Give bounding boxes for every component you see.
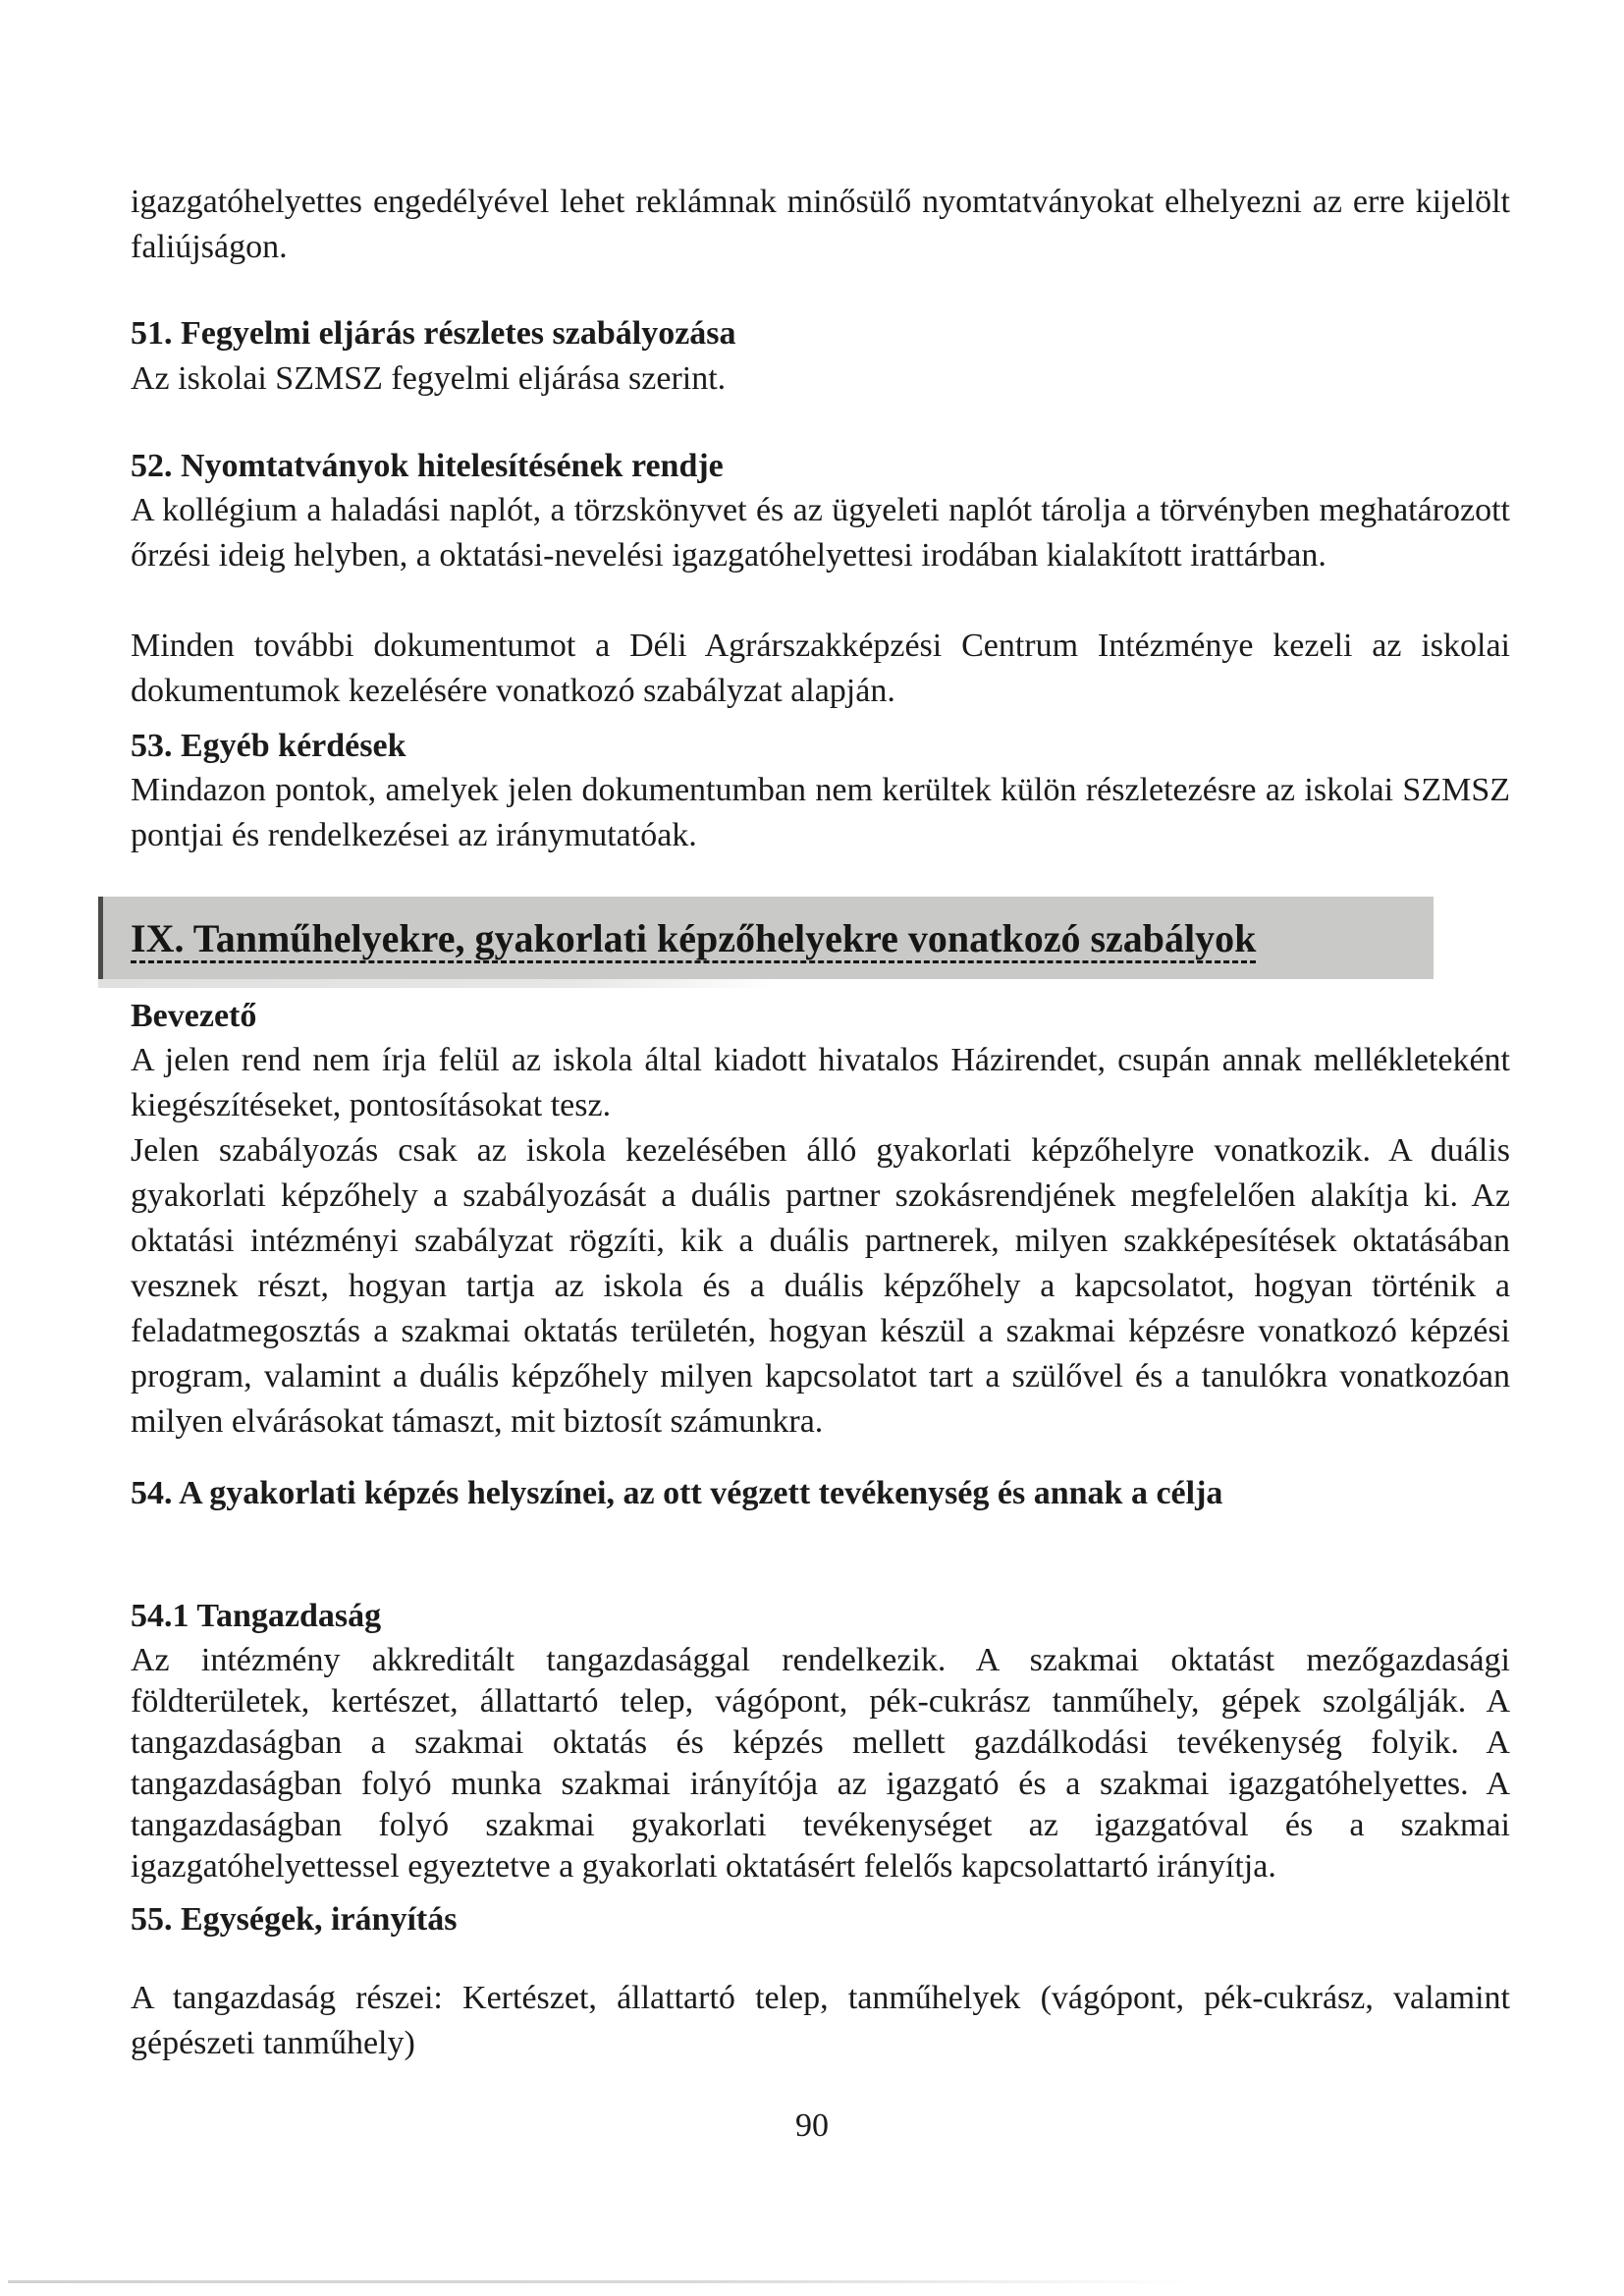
heading-section-51: 51. Fegyelmi eljárás részletes szabályozása [131, 315, 736, 352]
paragraph-bevezeto-1: A jelen rend nem írja felül az iskola által kiadott hivatalos Házirendet, csupán annak mellékleteként kiegészítéseket, pontosításokat tesz. [131, 1042, 1510, 1123]
paragraph-section-52-archive: A kollégium a haladási naplót, a törzskönyvet és az ügyeleti naplót tárolja a törvényben meghatározott őrzési ideig helyben, a oktatási-nevelési igazgatóhelyettesi irodában kialakított irattárban. [131, 492, 1510, 574]
heading-section-54-1: 54.1 Tangazdaság [131, 1598, 382, 1634]
paragraph-section-51: Az iskolai SZMSZ fegyelmi eljárása szerint. [131, 360, 727, 397]
chapter-ix-heading [98, 897, 1434, 979]
heading-section-54: 54. A gyakorlati képzés helyszínei, az ott végzett tevékenység és annak a célja [131, 1475, 1223, 1511]
heading-section-55: 55. Egységek, irányítás [131, 1901, 458, 1938]
paragraph-section-54-1: Az intézmény akkreditált tangazdasággal rendelkezik. A szakmai oktatást mezőgazdasági földterületek, kertészet, állattartó telep, vágópont, pék-cukrász tanműhely, gépek szolgálják. A tangazdaságban a szakmai oktatás és képzés mellett gazdálkodási tevékenység folyik. A tangazdaságban folyó munka szakmai irányítója az igazgató és a szakmai igazgatóhelyettes. A tangazdaságban folyó szakmai gyakorlati tevékenységet az igazgatóval és a szakmai igazgatóhelyettessel egyeztetve a gyakorlati oktatásért felelős kapcsolattartó irányítja. [131, 1642, 1510, 1885]
chapter-ix-heading-text: IX. Tanműhelyekre, gyakorlati képzőhelyekre vonatkozó szabályok [131, 915, 1257, 960]
heading-section-52: 52. Nyomtatványok hitelesítésének rendje [131, 448, 724, 484]
paragraph-bevezeto-2: Jelen szabályozás csak az iskola kezelésében álló gyakorlati képzőhelyre vonatkozik. A duális gyakorlati képzőhely a szabályozását a duális partner szokásrendjének megfelelően alakítja ki. Az oktatási intézményi szabályzat rögzíti, kik a duális partnerek, milyen szakképesítések oktatásában vesznek részt, hogyan tartja az iskola és a duális képzőhely a kapcsolatot, hogyan történik a feladatmegosztás a szakmai oktatás területén, hogyan készül a szakmai képzésre vonatkozó képzési program, valamint a duális képzőhely milyen kapcsolatot tart a szülővel és a tanulókra vonatkozóan milyen elvárásokat támaszt, mit biztosít számunkra. [131, 1132, 1510, 1440]
paragraph-section-53: Mindazon pontok, amelyek jelen dokumentumban nem kerültek külön részletezésre az iskolai SZMSZ pontjai és rendelkezései az iránymutatóak. [131, 772, 1510, 853]
paragraph-notice-board: igazgatóhelyettes engedélyével lehet reklámnak minősülő nyomtatványokat elhelyezni az erre kijelölt faliújságon. [131, 184, 1510, 265]
page-number: 90 [795, 2107, 829, 2144]
paragraph-section-52-documents: Minden további dokumentumot a Déli Agrárszakképzési Centrum Intézménye kezeli az iskolai dokumentumok kezelésére vonatkozó szabályzat alapján. [131, 628, 1510, 709]
paragraph-section-55: A tangazdaság részei: Kertészet, állattartó telep, tanműhelyek (vágópont, pék-cukrász, valamint gépészeti tanműhely) [131, 1980, 1510, 2061]
highlight-scan-artifact [98, 979, 776, 988]
heading-bevezeto: Bevezető [131, 998, 257, 1034]
heading-section-53: 53. Egyéb kérdések [131, 728, 406, 764]
bottom-scan-artifact-line [8, 2280, 1245, 2283]
